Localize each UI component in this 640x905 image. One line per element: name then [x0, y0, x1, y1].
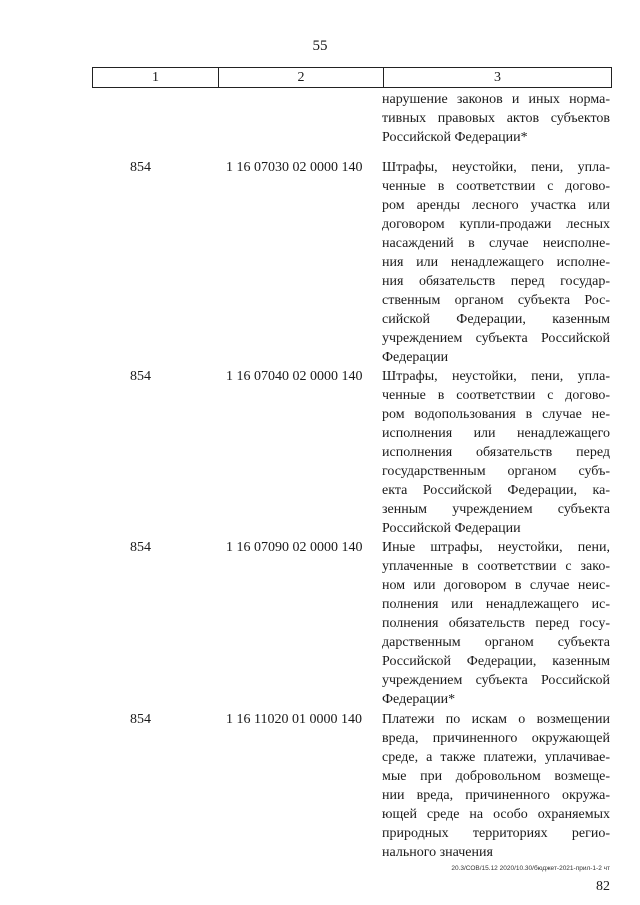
description-line: ченные в соответствии с догово-	[382, 179, 610, 194]
description-line: уплаченные в соответствии с зако-	[382, 559, 610, 574]
description-line: екта Российской Федерации, ка-	[382, 483, 610, 498]
description-cell	[382, 367, 610, 538]
description-line: среде, а также платежи, уплачивае-	[382, 750, 610, 765]
description-line: нарушение законов и иных норма-	[382, 92, 610, 107]
description-line: ном или договором в случае неис-	[382, 578, 610, 593]
description-line: Штрафы, неустойки, пени, упла-	[382, 369, 610, 384]
description-line: природных территориях регио-	[382, 826, 610, 841]
description-line: вреда, причиненного окружающей	[382, 731, 610, 746]
description-cell	[382, 90, 610, 147]
description-line: договором купли-продажи лесных	[382, 217, 610, 232]
kbk-code-cell: 1 16 11020 01 0000 140	[226, 712, 362, 727]
description-line: зенным учреждением субъекта	[382, 502, 610, 517]
footer-page-number: 82	[596, 879, 610, 894]
description-line: ченные в соответствии с догово-	[382, 388, 610, 403]
description-line: Федерации	[382, 350, 449, 365]
description-line: Российской Федерации*	[382, 130, 528, 145]
description-line: Российской Федерации	[382, 521, 521, 536]
description-line: ния обязательств перед государ-	[382, 274, 610, 289]
kbk-code-cell: 1 16 07030 02 0000 140	[226, 160, 363, 175]
description-cell	[382, 538, 610, 709]
description-line: Федерации*	[382, 692, 456, 707]
description-line: учреждением субъекта Российской	[382, 331, 610, 346]
description-line: насаждений в случае неисполне-	[382, 236, 610, 251]
header-col-2: 2	[219, 68, 384, 87]
kbk-code-cell: 1 16 07040 02 0000 140	[226, 369, 363, 384]
description-line: учреждением субъекта Российской	[382, 673, 610, 688]
page-number: 55	[312, 38, 328, 54]
footer-document-code: 20.3/СОВ/15.12 2020/10.30/бюджет-2021-прил-1-2 чт	[451, 865, 610, 872]
description-line: сийской Федерации, казенным	[382, 312, 610, 327]
admin-code-cell: 854	[130, 369, 151, 384]
description-cell	[382, 710, 610, 862]
description-line: Платежи по искам о возмещении	[382, 712, 610, 727]
description-line: полнения обязательств перед госу-	[382, 616, 610, 631]
description-line: нии вреда, причиненного окружа-	[382, 788, 610, 803]
header-col-3: 3	[494, 70, 501, 85]
admin-code-cell: 854	[130, 712, 151, 727]
description-line: ния или ненадлежащего исполне-	[382, 255, 610, 270]
description-line: Российской Федерации, казенным	[382, 654, 610, 669]
header-col-1: 1	[93, 68, 219, 87]
description-line: Штрафы, неустойки, пени, упла-	[382, 160, 610, 175]
table-header	[92, 67, 612, 88]
description-line: мые при добровольном возмеще-	[382, 769, 610, 784]
description-line: исполнения или ненадлежащего	[382, 426, 610, 441]
kbk-code-cell: 1 16 07090 02 0000 140	[226, 540, 363, 555]
description-line: ственным органом субъекта Рос-	[382, 293, 610, 308]
description-line: дарственным органом субъекта	[382, 635, 610, 650]
description-line: Иные штрафы, неустойки, пени,	[382, 540, 610, 555]
description-line: полнения или ненадлежащего ис-	[382, 597, 610, 612]
description-line: ром аренды лесного участка или	[382, 198, 610, 213]
description-line: ром водопользования в случае не-	[382, 407, 610, 422]
description-line: государственным органом субъ-	[382, 464, 610, 479]
description-cell	[382, 158, 610, 367]
admin-code-cell: 854	[130, 540, 151, 555]
description-line: исполнения обязательств перед	[382, 445, 610, 460]
description-line: тивных правовых актов субъектов	[382, 111, 610, 126]
admin-code-cell: 854	[130, 160, 151, 175]
description-line: ющей среде на особо охраняемых	[382, 807, 610, 822]
description-line: нального значения	[382, 845, 493, 860]
